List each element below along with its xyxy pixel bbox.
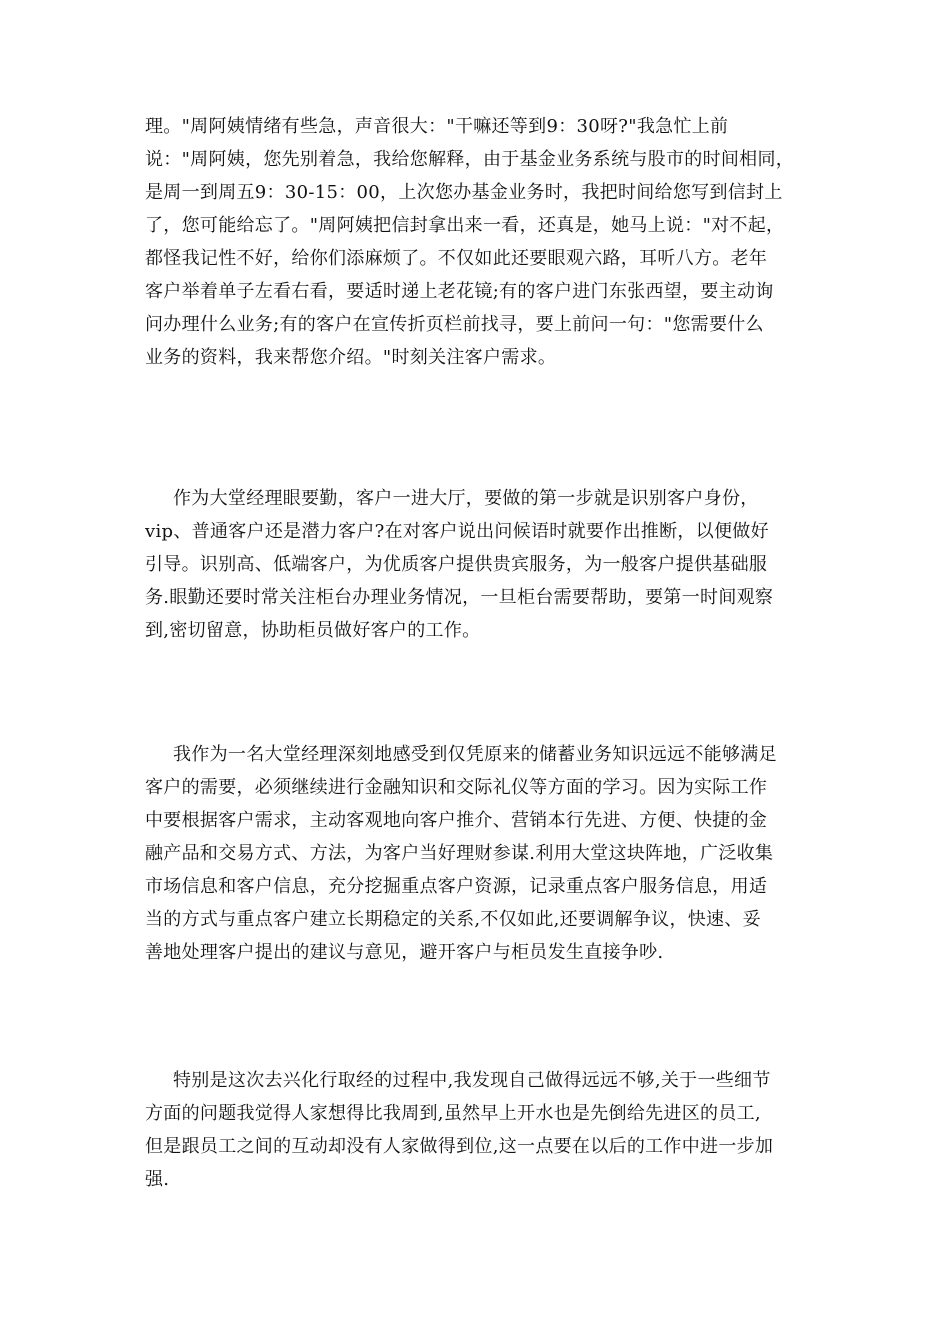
paragraph-identify-customers — [145, 482, 825, 647]
text-line: 但是跟员工之间的互动却没有人家做得到位,这一点要在以后的工作中进一步加 — [145, 1136, 774, 1157]
text-line: vip、普通客户还是潜力客户?在对客户说出问候语时就要作出推断，以便做好 — [145, 521, 769, 542]
paragraph-lessons-learned — [145, 1064, 825, 1196]
paragraph-customer-needs — [145, 110, 825, 374]
text-line: 方面的问题我觉得人家想得比我周到,虽然早上开水也是先倒给先进区的员工, — [145, 1103, 761, 1124]
text-line: 强. — [145, 1169, 170, 1190]
text-line: 客户的需要，必须继续进行金融知识和交际礼仪等方面的学习。因为实际工作 — [145, 777, 768, 798]
text-line: 作为大堂经理眼要勤，客户一进大厅，要做的第一步就是识别客户身份， — [173, 488, 759, 509]
text-line: 问办理什么业务;有的客户在宣传折页栏前找寻，要上前问一句："您需要什么 — [145, 314, 764, 335]
text-line: 到,密切留意，协助柜员做好客户的工作。 — [145, 620, 481, 641]
text-line: 我作为一名大堂经理深刻地感受到仅凭原来的储蓄业务知识远远不能够满足 — [173, 744, 777, 765]
text-line: 说："周阿姨，您先别着急，我给您解释，由于基金业务系统与股市的时间相同， — [145, 149, 795, 170]
text-line: 特别是这次去兴化行取经的过程中,我发现自己做得远远不够,关于一些细节 — [173, 1070, 771, 1091]
paragraph-continuous-learning — [145, 738, 825, 969]
text-line: 中要根据客户需求，主动客观地向客户推介、营销本行先进、方便、快捷的金 — [145, 810, 768, 831]
text-line: 客户举着单子左看右看，要适时递上老花镜;有的客户进门东张西望，要主动询 — [145, 281, 774, 302]
text-line: 都怪我记性不好，给你们添麻烦了。不仅如此还要眼观六路，耳听八方。老年 — [145, 248, 768, 269]
text-line: 善地处理客户提出的建议与意见，避开客户与柜员发生直接争吵. — [145, 942, 664, 963]
text-line: 市场信息和客户信息，充分挖掘重点客户资源，记录重点客户服务信息，用适 — [145, 876, 768, 897]
text-line: 务.眼勤还要时常关注柜台办理业务情况，一旦柜台需要帮助，要第一时间观察 — [145, 587, 774, 608]
text-line: 融产品和交易方式、方法，为客户当好理财参谋.利用大堂这块阵地，广泛收集 — [145, 843, 774, 864]
text-line: 了，您可能给忘了。"周阿姨把信封拿出来一看，还真是，她马上说："对不起， — [145, 215, 785, 236]
text-line: 当的方式与重点客户建立长期稳定的关系,不仅如此,还要调解争议，快速、妥 — [145, 909, 761, 930]
text-line: 是周一到周五9：30-15：00，上次您办基金业务时，我把时间给您写到信封上 — [145, 182, 783, 203]
text-line: 业务的资料，我来帮您介绍。"时刻关注客户需求。 — [145, 347, 557, 368]
text-line: 理。"周阿姨情绪有些急，声音很大："干嘛还等到9：30呀?"我急忙上前 — [145, 116, 729, 137]
text-line: 引导。识别高、低端客户，为优质客户提供贵宾服务，为一般客户提供基础服 — [145, 554, 768, 575]
